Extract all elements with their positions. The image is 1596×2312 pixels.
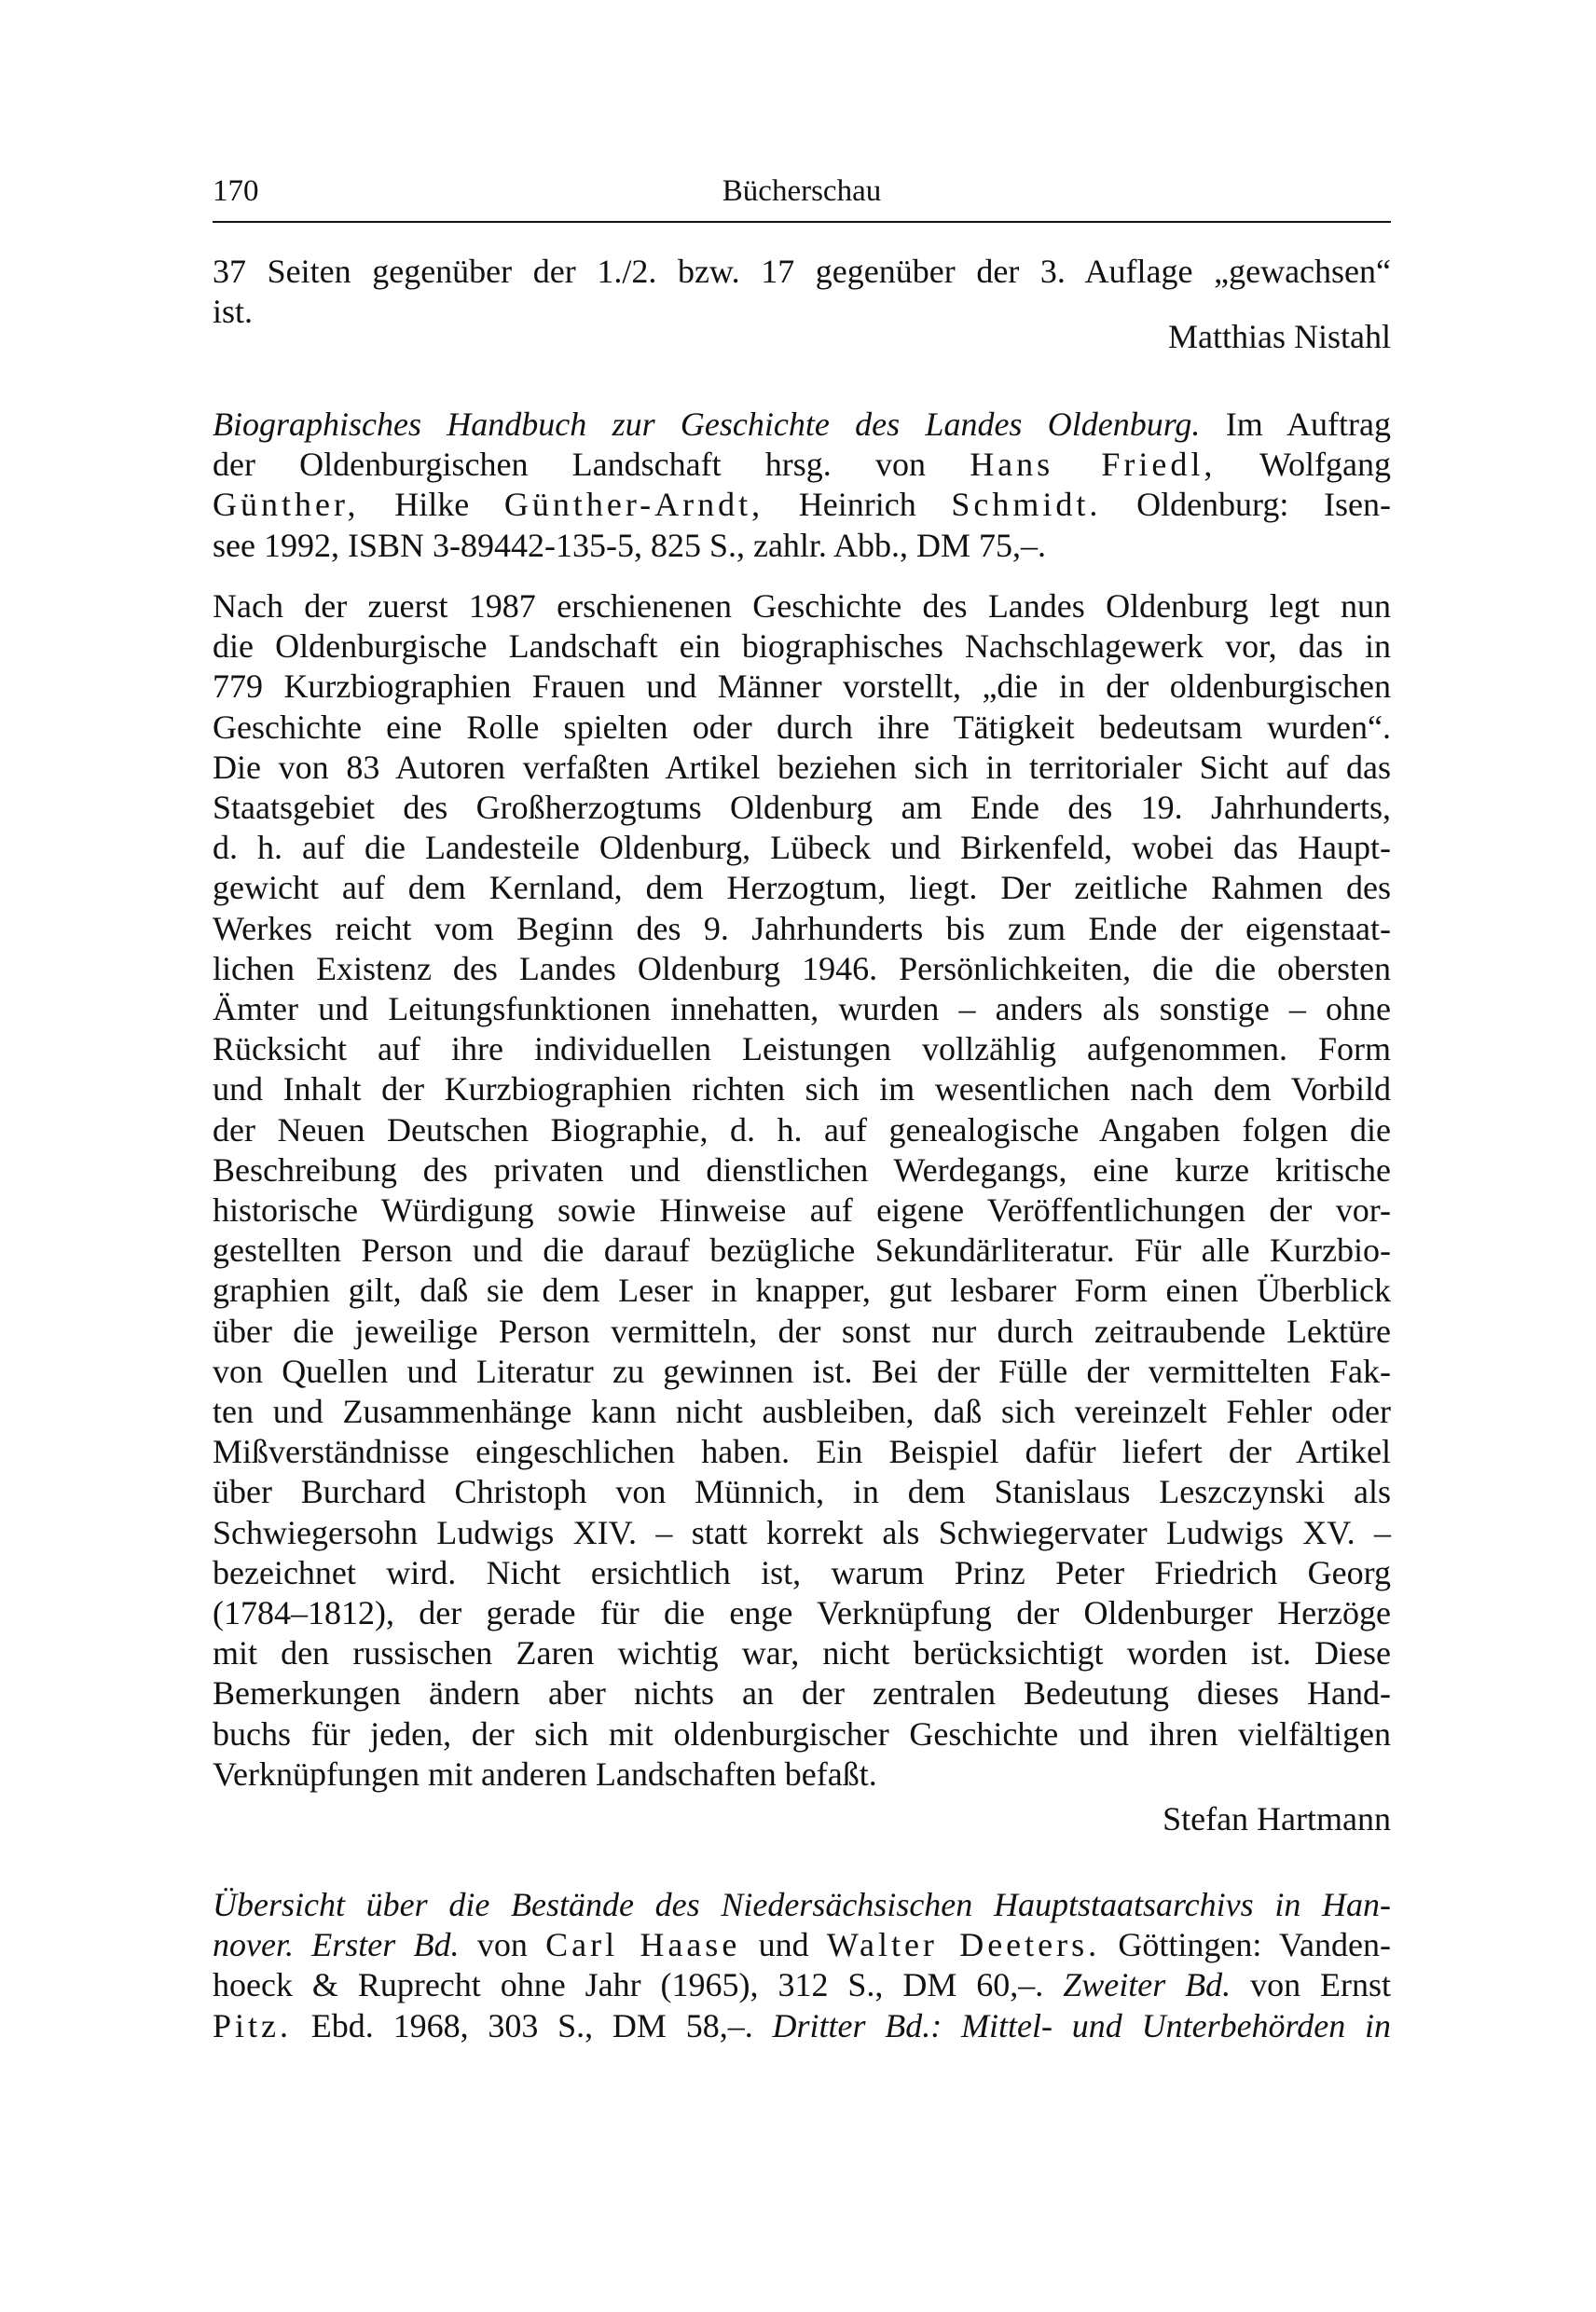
book-title: Übersicht über die Bestände des Niedersächsischen Hauptstaatsarchivs in Han- <box>213 1886 1391 1923</box>
editor-name: Hans Friedl, <box>970 446 1217 484</box>
citation-line <box>213 445 1391 485</box>
editor-name: Schmidt. <box>951 486 1102 524</box>
text-line: Nach der zuerst 1987 erschienenen Geschichte des Landes Oldenburg legt nun <box>213 587 1391 625</box>
citation-text: Ebd. 1968, 303 S., DM 58,–. <box>310 2006 753 2044</box>
book-entry-citation <box>213 1885 1391 2046</box>
citation-text: von Ernst <box>1250 1966 1391 2004</box>
text-line: (1784–1812), der gerade für die enge Verknüpfung der Oldenburger Herzöge <box>213 1594 1391 1632</box>
citation-line <box>213 2006 1391 2046</box>
header-rule <box>213 221 1391 223</box>
text-line: 779 Kurzbiographien Frauen und Männer vorstellt, „die in der oldenburgischen <box>213 667 1391 706</box>
text-line: die Oldenburgische Landschaft ein biographisches Nachschlagewerk vor, das in <box>213 627 1391 666</box>
editor-name: Hilke <box>394 486 470 524</box>
text-line: gestellten Person und die darauf bezügliche Sekundärliteratur. Für alle Kurzbio- <box>213 1232 1391 1270</box>
text-line: graphien gilt, daß sie dem Leser in knapper, gut lesbarer Form einen Überblick <box>213 1272 1391 1310</box>
volume-title: Zweiter Bd. <box>1063 1966 1231 2004</box>
text-line: Rücksicht auf ihre individuellen Leistungen vollzählig aufgenommen. Form <box>213 1030 1391 1068</box>
author-name: Pitz. <box>213 2006 293 2044</box>
citation-text: und <box>758 1926 809 1964</box>
review-body <box>213 586 1391 1795</box>
citation-line <box>213 1885 1391 1925</box>
text-line: über Burchard Christoph von Münnich, in dem Stanislaus Leszczynski als <box>213 1473 1391 1511</box>
running-title: Bücherschau <box>722 174 882 208</box>
text-line: Werkes reicht vom Beginn des 9. Jahrhunderts bis zum Ende der eigenstaat- <box>213 909 1391 947</box>
text-line: Staatsgebiet des Großherzogtums Oldenburg am Ende des 19. Jahrhunderts, <box>213 789 1391 827</box>
volume-title: Dritter Bd.: Mittel- und Unterbehörden in <box>772 2006 1391 2044</box>
editor-name: Günther, <box>213 486 360 524</box>
book-title: nover. Erster Bd. <box>213 1926 460 1964</box>
text-line: ten und Zusammenhänge kann nicht ausbleiben, daß sich vereinzelt Fehler oder <box>213 1393 1391 1431</box>
text-line: Beschreibung des privaten und dienstlichen Werdegangs, eine kurze kritische <box>213 1150 1391 1189</box>
text-line: lichen Existenz des Landes Oldenburg 1946. Persönlichkeiten, die die obersten <box>213 949 1391 987</box>
text-line: 37 Seiten gegenüber der 1./2. bzw. 17 gegenüber der 3. Auflage „gewachsen“ <box>213 253 1391 290</box>
citation-text: von <box>476 1926 528 1964</box>
citation-text: Im Auftrag <box>1225 406 1391 443</box>
running-head <box>213 168 1391 214</box>
book-title: Biographisches Handbuch zur Geschichte des Landes Oldenburg. <box>213 406 1201 443</box>
citation-line: see 1992, ISBN 3-89442-135-5, 825 S., zahlr. Abb., DM 75,–. <box>213 526 1046 564</box>
text-line: von Quellen und Literatur zu gewinnen ist. Bei der Fülle der vermittelten Fak- <box>213 1352 1391 1390</box>
text-line: buchs für jeden, der sich mit oldenburgischer Geschichte und ihren vielfältigen <box>213 1714 1391 1753</box>
text-line: Schwiegersohn Ludwigs XIV. – statt korrekt als Schwiegervater Ludwigs XV. – <box>213 1513 1391 1551</box>
text-line: der Neuen Deutschen Biographie, d. h. auf genealogische Angaben folgen die <box>213 1110 1391 1149</box>
reviewer-signature: Matthias Nistahl <box>1168 318 1391 355</box>
text-line: über die jeweilige Person vermitteln, der sonst nur durch zeitraubende Lektüre <box>213 1312 1391 1350</box>
text-line: Ämter und Leitungsfunktionen innehatten, wurden – anders als sonstige – ohne <box>213 990 1391 1028</box>
citation-text: Göttingen: Vanden- <box>1118 1926 1391 1964</box>
book-entry-citation <box>213 405 1391 566</box>
citation-text: Oldenburg: Isen- <box>1136 486 1392 524</box>
text-line: Die von 83 Autoren verfaßten Artikel beziehen sich in territorialer Sicht auf das <box>213 748 1391 786</box>
text-line: und Inhalt der Kurzbiographien richten sich im wesentlichen nach dem Vorbild <box>213 1070 1391 1108</box>
editor-name: Günther-Arndt, <box>503 486 764 524</box>
text-line: d. h. auf die Landesteile Oldenburg, Lübeck und Birkenfeld, wobei das Haupt- <box>213 829 1391 867</box>
text-line: Geschichte eine Rolle spielten oder durch ihre Tätigkeit bedeutsam wurden“. <box>213 708 1391 746</box>
citation-line <box>213 1925 1391 1965</box>
citation-text: hoeck & Ruprecht ohne Jahr (1965), 312 S., DM 60,–. <box>213 1966 1044 2004</box>
citation-line <box>213 405 1391 445</box>
page-number: 170 <box>213 174 259 208</box>
text-line: ist. <box>213 293 254 331</box>
text-line: Mißverständnisse eingeschlichen haben. Ein Beispiel dafür liefert der Artikel <box>213 1433 1391 1471</box>
reviewer-signature: Stefan Hartmann <box>1163 1800 1391 1837</box>
author-name: Carl Haase <box>545 1926 741 1964</box>
text-line: Verknüpfungen mit anderen Landschaften befaßt. <box>213 1755 877 1793</box>
editor-name: Heinrich <box>798 486 916 524</box>
text-line: mit den russischen Zaren wichtig war, nicht berücksichtigt worden ist. Diese <box>213 1634 1391 1672</box>
citation-line <box>213 1965 1391 2005</box>
text-line: Bemerkungen ändern aber nichts an der zentralen Bedeutung dieses Hand- <box>213 1674 1391 1713</box>
text-line: gewicht auf dem Kernland, dem Herzogtum, liegt. Der zeitliche Rahmen des <box>213 869 1391 907</box>
author-name: Walter Deeters. <box>826 1926 1101 1964</box>
editor-name: Wolfgang <box>1259 446 1392 484</box>
text-line: bezeichnet wird. Nicht ersichtlich ist, warum Prinz Peter Friedrich Georg <box>213 1553 1391 1591</box>
citation-line <box>213 485 1391 525</box>
citation-text: der Oldenburgischen Landschaft hrsg. von <box>213 446 926 484</box>
text-line: historische Würdigung sowie Hinweise auf eigene Veröffentlichungen der vor- <box>213 1191 1391 1230</box>
